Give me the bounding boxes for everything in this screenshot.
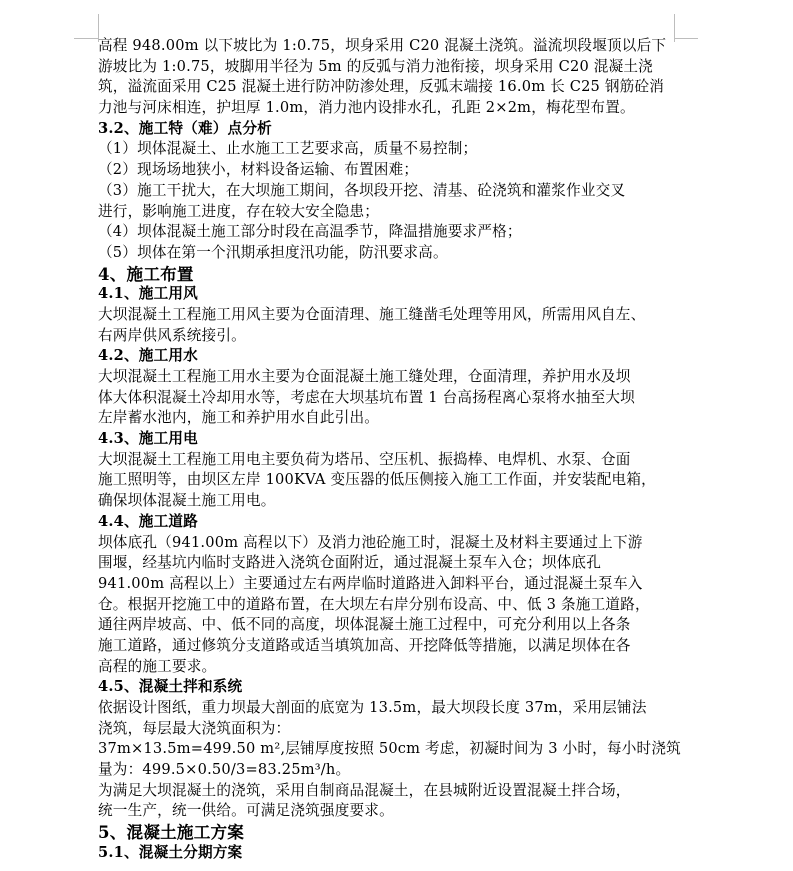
subsection-heading: 4.2、施工用水 xyxy=(98,347,198,365)
body-text-line: 围堰，经基坑内临时支路进入浇筑仓面附近，通过混凝土泵车入仓；坝体底孔 xyxy=(98,554,601,572)
body-text-line: 游坡比为 1:0.75，坡脚用半径为 5m 的反弧与消力池衔接，坝身采用 C20 混凝土浇 xyxy=(98,57,653,75)
body-text-line: 仓。根据开挖施工中的道路布置，在大坝左右岸分别布设高、中、低 3 条施工道路， xyxy=(98,595,650,613)
body-text-line: （3）施工干扰大，在大坝施工期间，各坝段开挖、清基、砼浇筑和灌浆作业交叉 xyxy=(98,181,626,199)
body-text-line: 依据设计图纸，重力坝最大剖面的底宽为 13.5m，最大坝段长度 37m，采用层铺法 xyxy=(98,699,647,716)
body-text-line: 体大体积混凝土冷却用水等，考虑在大坝基坑布置 1 台高扬程离心泵将水抽至大坝 xyxy=(98,388,635,406)
subsection-heading: 5.1、混凝土分期方案 xyxy=(98,843,243,861)
body-text-line: 左岸蓄水池内，施工和养护用水自此引出。 xyxy=(98,409,380,427)
section-heading: 5、混凝土施工方案 xyxy=(98,822,245,843)
body-text-line: 右两岸供风系统接引。 xyxy=(98,326,246,344)
document-body xyxy=(98,36,681,864)
body-text-line: 确保坝体混凝土施工用电。 xyxy=(98,492,276,510)
body-text-line: （5）坝体在第一个汛期承担度汛功能，防汛要求高。 xyxy=(98,243,448,261)
body-text-line: 浇筑，每层最大浇筑面积为： xyxy=(98,719,291,737)
body-text-line: 施工照明等，由坝区左岸 100KVA 变压器的低压侧接入施工工作面，并安装配电箱， xyxy=(98,471,656,489)
section-heading: 4、施工布置 xyxy=(98,263,194,284)
body-text-line: 通往两岸坡高、中、低不同的高度，坝体混凝土施工过程中，可充分利用以上各条 xyxy=(98,616,631,634)
crop-mark-top-left-horizontal xyxy=(74,38,98,39)
subsection-heading: 3.2、施工特（难）点分析 xyxy=(98,119,272,137)
body-text-line: 施工道路，通过修筑分支道路或适当填筑加高、开挖降低等措施，以满足坝体在各 xyxy=(98,636,631,654)
body-text-line: （2）现场场地狭小，材料设备运输、布置困难； xyxy=(98,161,419,179)
body-text-line: 大坝混凝土工程施工用风主要为仓面清理、施工缝凿毛处理等用风，所需用风自左、 xyxy=(98,305,646,323)
body-text-line: 大坝混凝土工程施工用电主要负荷为塔吊、空压机、振捣棒、电焊机、水泵、仓面 xyxy=(98,450,631,468)
subsection-heading: 4.4、施工道路 xyxy=(98,512,198,530)
body-text-line: 进行，影响施工进度，存在较大安全隐患； xyxy=(98,202,380,220)
body-text-line: 高程的施工要求。 xyxy=(98,657,217,675)
body-text-line: （1）坝体混凝土、止水施工工艺要求高，质量不易控制； xyxy=(98,140,478,158)
body-text-line: 量为：499.5×0.50/3=83.25m³/h。 xyxy=(98,761,351,779)
body-text-line: 坝体底孔（941.00m 高程以下）及消力池砼施工时，混凝土及材料主要通过上下游 xyxy=(98,533,643,551)
body-text-line: 为满足大坝混凝土的浇筑，采用自制商品混凝土，在县城附近设置混凝土拌合场， xyxy=(98,781,631,799)
body-text-line: 大坝混凝土工程施工用水主要为仓面混凝土施工缝处理，仓面清理，养护用水及坝 xyxy=(98,368,631,385)
body-text-line: 统一生产，统一供给。可满足浇筑强度要求。 xyxy=(98,802,394,820)
body-text-line: 筑，溢流面采用 C25 混凝土进行防冲防渗处理，反弧末端接 16.0m 长 C25 钢筋砼消 xyxy=(98,78,665,96)
body-text-line: 高程 948.00m 以下坡比为 1:0.75，坝身采用 C20 混凝土浇筑。溢流坝段堰顶以后下 xyxy=(98,37,667,54)
body-text-line: （4）坝体混凝土施工部分时段在高温季节，降温措施要求严格； xyxy=(98,223,522,241)
subsection-heading: 4.3、施工用电 xyxy=(98,430,198,448)
body-text-line: 37m×13.5m=499.50 m²,层铺厚度按照 50cm 考虑，初凝时间为 3 小时，每小时浇筑 xyxy=(98,740,681,758)
subsection-heading: 4.5、混凝土拌和系统 xyxy=(98,678,243,696)
body-text-line: 941.00m 高程以上）主要通过左右两岸临时道路进入卸料平台，通过混凝土泵车入 xyxy=(98,574,643,592)
subsection-heading: 4.1、施工用风 xyxy=(98,285,198,303)
body-text-line: 力池与河床相连，护坦厚 1.0m，消力池内设排水孔，孔距 2×2m，梅花型布置。 xyxy=(98,99,635,117)
